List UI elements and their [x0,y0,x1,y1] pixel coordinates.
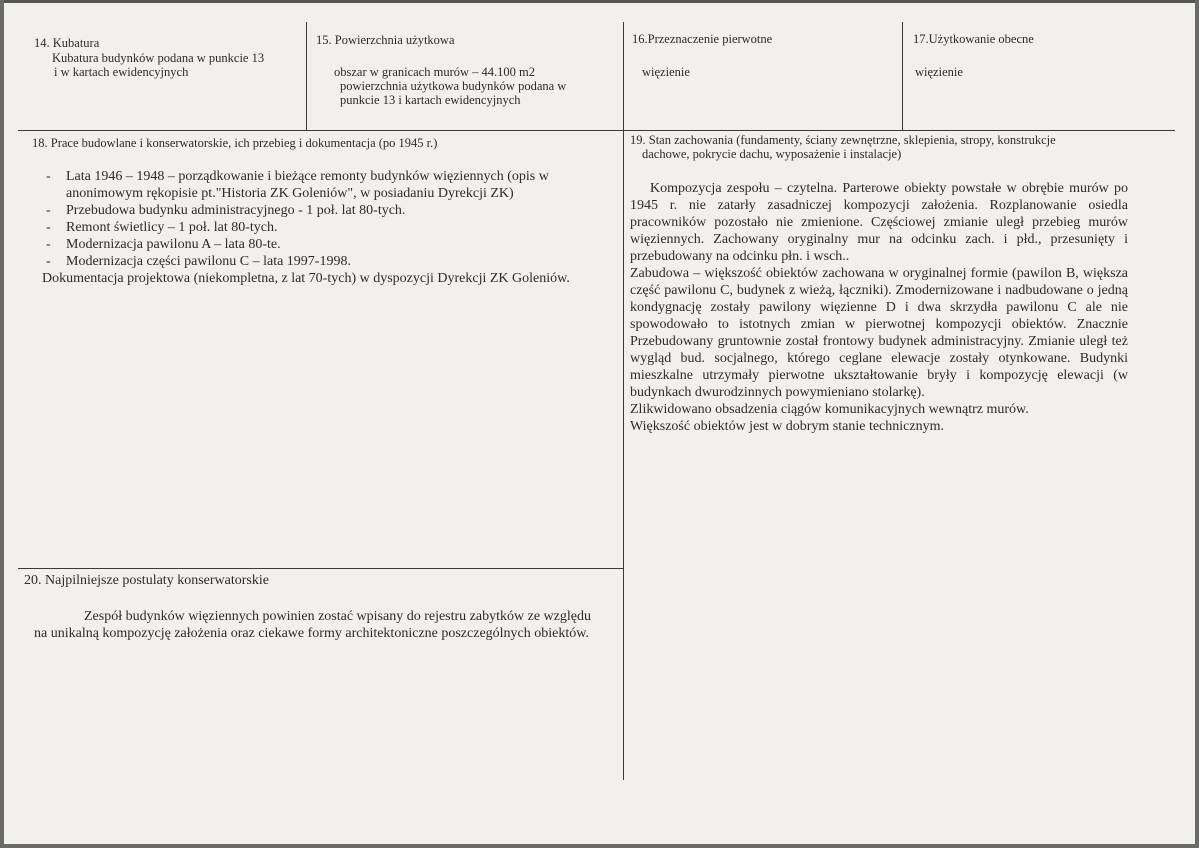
box-19-heading-line1: 19. Stan zachowania (fundamenty, ściany zewnętrzne, sklepienia, stropy, konstrukcje [630,133,1056,147]
divider-top-row [18,130,1175,131]
box-15-line2: powierzchnia użytkowa budynków podana w [340,79,567,93]
box-17-heading: 17.Użytkowanie obecne [913,32,1034,46]
box-19-para1: Kompozycja zespołu – czytelna. Parterowe obiekty powstałe w obrębie murów po 1945 r. nie zatarły zasadniczej kompozycji założenia. Rozplanowanie osiedla pracowników pozostało nie zmienione. Częściowej zmianie uległ przebieg murów więziennych. Zachowany oryginalny mur na odcinku zach. i płd., przesunięty i przebudowany na odcinku płn. i wsch.. [630,181,1128,264]
box-19-para3: Zlikwidowano obsadzenia ciągów komunikacyjnych wewnątrz murów. [630,402,1029,417]
box-19-heading-line2: dachowe, pokrycie dachu, wyposażenie i instalacje) [642,147,902,161]
box-14-heading: 14. Kubatura [34,36,100,50]
box-16-value: więzienie [642,65,690,79]
divider-box-20 [18,568,623,569]
box-16-heading: 16.Przeznaczenie pierwotne [632,32,773,46]
box-14-line1: Kubatura budynków podana w punkcie 13 [52,51,265,65]
scan-edge-left [0,0,4,848]
box-15-line1: obszar w granicach murów – 44.100 m2 [334,65,535,79]
box-18-list [32,168,617,270]
divider-center [623,22,624,780]
divider-14-15 [306,22,307,130]
box-18-heading: 18. Prace budowlane i konserwatorskie, ich przebieg i dokumentacja (po 1945 r.) [32,136,438,150]
list-item: - Lata 1946 – 1948 – porządkowanie i bieżące remonty budynków więziennych (opis w anonimowym rękopisie pt."Historia ZK Goleniów", w posiadaniu Dyrekcji ZK) [42,168,617,202]
list-item: - Modernizacja pawilonu A – lata 80-te. [42,236,617,253]
box-18-footer: Dokumentacja projektowa (niekompletna, z lat 70-tych) w dyspozycji Dyrekcji ZK Goleniów. [42,271,570,286]
list-item: - Modernizacja części pawilonu C – lata 1997-1998. [42,253,617,270]
box-19 [630,133,1128,435]
box-14 [34,36,300,79]
list-item: - Przebudowa budynku administracyjnego - 1 poł. lat 80-tych. [42,202,617,219]
box-14-line2: i w kartach ewidencyjnych [54,65,189,79]
box-17-value: więzienie [915,65,963,79]
scan-edge-top [0,0,1199,3]
box-19-para2: Zabudowa – większość obiektów zachowana w oryginalnej formie (pawilon B, większa część pawilonu C, budynek z wieżą, łączniki). Zmodernizowane i nadbudowane o jedną kondygnację zostały pawilony więzienne D i dwa skrzydła pawilonu C ale nie spowodowało to istotnych zmian w pierwotnej kompozycji obiektów. Znacznie Przebudowany gruntownie został frontowy budynek administracyjny. Zmianie uległ też wygląd bud. socjalnego, którego ceglane elewacje zostały otynkowane. Budynki mieszkalne utrzymały pierwotne ukształtowanie bryły i kompozycję elewacji (w budynkach dwurodzinnych powymieniano stolarkę). [630,266,1128,400]
box-18 [32,136,617,287]
box-15 [316,33,616,107]
box-16 [632,32,892,79]
box-20-text: Zespół budynków więziennych powinien zostać wpisany do rejestru zabytków ze względu na unikalną kompozycję założenia oraz ciekawe formy architektoniczne poszczególnych obiektów. [34,609,591,641]
box-17 [913,32,1173,79]
scan-edge-right [1195,0,1199,848]
box-15-line3: punkcie 13 i kartach ewidencyjnych [340,93,521,107]
list-item: - Remont świetlicy – 1 poł. lat 80-tych. [42,219,617,236]
scan-edge-bottom [0,844,1199,848]
box-19-para4: Większość obiektów jest w dobrym stanie technicznym. [630,419,944,434]
divider-16-17 [902,22,903,130]
box-20-heading: 20. Najpilniejsze postulaty konserwatorskie [24,573,269,588]
box-15-heading: 15. Powierzchnia użytkowa [316,33,455,47]
box-20 [24,572,609,642]
